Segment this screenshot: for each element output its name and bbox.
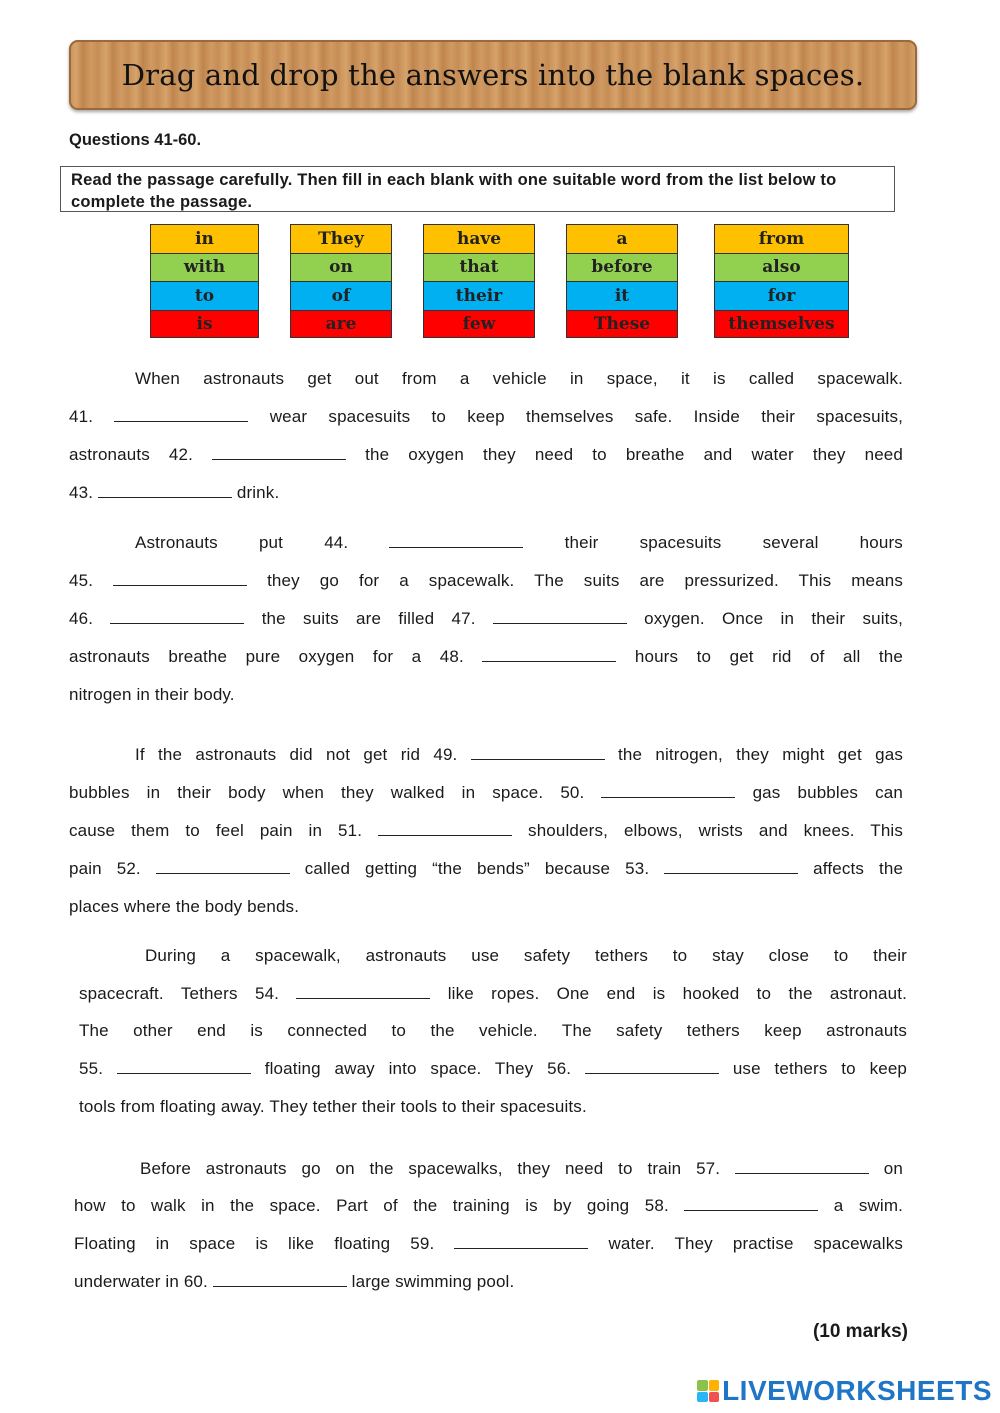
passage-text: When astronauts get out from a vehicle in space, it is called spacewalk. — [135, 369, 903, 388]
passage-text: astronauts breathe pure oxygen for a 48. — [69, 647, 464, 666]
word-chip[interactable]: their — [423, 281, 535, 310]
passage-text: how to walk in the space. Part of the training is by going 58. — [74, 1196, 669, 1215]
passage-text: Floating in space is like floating 59. — [74, 1234, 435, 1253]
passage-line — [74, 1272, 514, 1292]
passage-line — [69, 745, 903, 765]
passage-text: During a spacewalk, astronauts use safety tethers to stay close to their — [145, 946, 907, 965]
passage-line — [79, 984, 907, 1004]
passage-line: nitrogen in their body. — [69, 685, 235, 704]
answer-blank-57[interactable] — [735, 1159, 869, 1174]
passage-line — [69, 483, 279, 503]
passage-text: they go for a spacewalk. The suits are pressurized. This means — [267, 571, 904, 590]
answer-blank-54[interactable] — [296, 984, 430, 999]
passage-text: bubbles in their body when they walked in space. 50. — [69, 783, 585, 802]
passage-line — [74, 1234, 903, 1254]
passage-line — [79, 1059, 907, 1079]
logo-text: LIVEWORKSHEETS — [722, 1375, 992, 1406]
word-chip[interactable]: before — [566, 253, 678, 282]
answer-blank-46[interactable] — [110, 609, 244, 624]
answer-blank-51[interactable] — [378, 821, 512, 836]
answer-blank-44[interactable] — [389, 533, 523, 548]
word-chip[interactable]: themselves — [714, 310, 849, 339]
answer-blank-50[interactable] — [601, 783, 735, 798]
answer-blank-59[interactable] — [454, 1234, 588, 1249]
word-chip[interactable]: are — [290, 310, 392, 339]
word-chip[interactable]: with — [150, 253, 259, 282]
passage-text: oxygen. Once in their suits, — [644, 609, 904, 628]
word-chip[interactable]: few — [423, 310, 535, 339]
passage-text: pain 52. — [69, 859, 141, 878]
word-chip[interactable]: They — [290, 224, 392, 253]
passage-text: put — [258, 533, 284, 552]
passage-text: their — [564, 533, 599, 552]
answer-blank-53[interactable] — [664, 859, 798, 874]
answer-blank-43[interactable] — [98, 483, 232, 498]
passage-text: Before astronauts go on the spacewalks, they need to train 57. — [140, 1159, 721, 1178]
word-chip[interactable]: on — [290, 253, 392, 282]
passage-line — [69, 821, 903, 841]
passage-text: shoulders, elbows, wrists and knees. This — [528, 821, 904, 840]
passage-line — [69, 571, 903, 591]
passage-line — [135, 533, 903, 553]
word-chip[interactable]: These — [566, 310, 678, 339]
passage-text: wear spacesuits to keep themselves safe. Inside their spacesuits, — [269, 407, 904, 426]
passage-line — [74, 1196, 903, 1216]
passage-text: use tethers to keep — [732, 1059, 908, 1078]
passage-text: 41. — [69, 407, 94, 426]
passage-text: water. They practise spacewalks — [608, 1234, 904, 1253]
passage-line — [69, 445, 903, 465]
instructions-box: Read the passage carefully. Then fill in each blank with one suitable word from the list below to complete the passage. — [60, 166, 895, 212]
passage-text: The other end is connected to the vehicle. The safety tethers keep astronauts — [79, 1021, 907, 1040]
passage-text: called getting “the bends” because 53. — [304, 859, 650, 878]
passage-text: the oxygen they need to breathe and water they need — [365, 445, 904, 464]
passage-text: spacesuits — [639, 533, 722, 552]
passage-text: the nitrogen, they might get gas — [618, 745, 904, 764]
passage-line — [79, 1021, 907, 1041]
passage-text: If the astronauts did not get rid 49. — [135, 745, 458, 764]
answer-blank-49[interactable] — [471, 745, 605, 760]
passage-text: several — [762, 533, 819, 552]
liveworksheets-logo-icon — [697, 1380, 719, 1402]
passage-text: 44. — [324, 533, 349, 552]
word-bank-column-3 — [423, 224, 535, 338]
passage-text: cause them to feel pain in 51. — [69, 821, 363, 840]
passage-line — [74, 1159, 903, 1179]
passage-text: affects the — [813, 859, 904, 878]
passage-text: 45. — [69, 571, 94, 590]
word-bank-column-2 — [290, 224, 392, 338]
passage-text: like ropes. One end is hooked to the astronaut. — [447, 984, 907, 1003]
passage-line — [69, 407, 903, 427]
passage-text: spacecraft. Tethers 54. — [79, 984, 280, 1003]
passage-line — [69, 609, 903, 629]
passage-line: tools from floating away. They tether their tools to their spacesuits. — [79, 1097, 587, 1116]
word-chip[interactable]: also — [714, 253, 849, 282]
word-bank-column-4 — [566, 224, 678, 338]
passage-text: astronauts 42. — [69, 445, 194, 464]
word-chip[interactable]: have — [423, 224, 535, 253]
questions-label: Questions 41-60. — [69, 131, 202, 149]
passage-text: hours to get rid of all the — [634, 647, 904, 666]
answer-blank-42[interactable] — [212, 445, 346, 460]
word-chip[interactable]: to — [150, 281, 259, 310]
word-chip[interactable]: a — [566, 224, 678, 253]
answer-blank-60[interactable] — [213, 1272, 347, 1287]
word-bank-column-1 — [150, 224, 259, 338]
passage-text: large swimming pool. — [351, 1272, 515, 1291]
word-chip[interactable]: from — [714, 224, 849, 253]
answer-blank-52[interactable] — [156, 859, 290, 874]
passage-line: places where the body bends. — [69, 897, 300, 916]
passage-line — [69, 783, 903, 803]
answer-blank-58[interactable] — [684, 1196, 818, 1211]
answer-blank-48[interactable] — [482, 647, 616, 662]
passage-text: floating away into space. They 56. — [264, 1059, 572, 1078]
title-banner — [69, 40, 917, 110]
answer-blank-55[interactable] — [117, 1059, 251, 1074]
banner-title: Drag and drop the answers into the blank spaces. — [121, 58, 865, 92]
answer-blank-47[interactable] — [493, 609, 627, 624]
answer-blank-41[interactable] — [114, 407, 248, 422]
marks-label: (10 marks) — [812, 1321, 908, 1342]
passage-text: a swim. — [833, 1196, 904, 1215]
passage-line — [79, 946, 907, 966]
word-chip[interactable]: it — [566, 281, 678, 310]
answer-blank-56[interactable] — [585, 1059, 719, 1074]
passage-text: the suits are filled 47. — [261, 609, 476, 628]
word-chip[interactable]: for — [714, 281, 849, 310]
word-chip[interactable]: of — [290, 281, 392, 310]
passage-text: drink. — [236, 483, 280, 502]
passage-line — [69, 859, 903, 879]
passage-text: on — [883, 1159, 904, 1178]
liveworksheets-logo — [697, 1375, 992, 1407]
passage-text: 43. — [69, 483, 94, 502]
passage-text: underwater in 60. — [74, 1272, 208, 1291]
passage-text: hours — [859, 533, 903, 552]
word-bank-column-5 — [714, 224, 849, 338]
passage-text: gas bubbles can — [752, 783, 904, 802]
passage-text: Astronauts — [135, 533, 218, 552]
passage-text: 55. — [79, 1059, 104, 1078]
passage-line — [69, 369, 903, 389]
answer-blank-45[interactable] — [113, 571, 247, 586]
word-chip[interactable]: in — [150, 224, 259, 253]
word-chip[interactable]: that — [423, 253, 535, 282]
word-chip[interactable]: is — [150, 310, 259, 339]
passage-text: 46. — [69, 609, 94, 628]
passage-line — [69, 647, 903, 667]
